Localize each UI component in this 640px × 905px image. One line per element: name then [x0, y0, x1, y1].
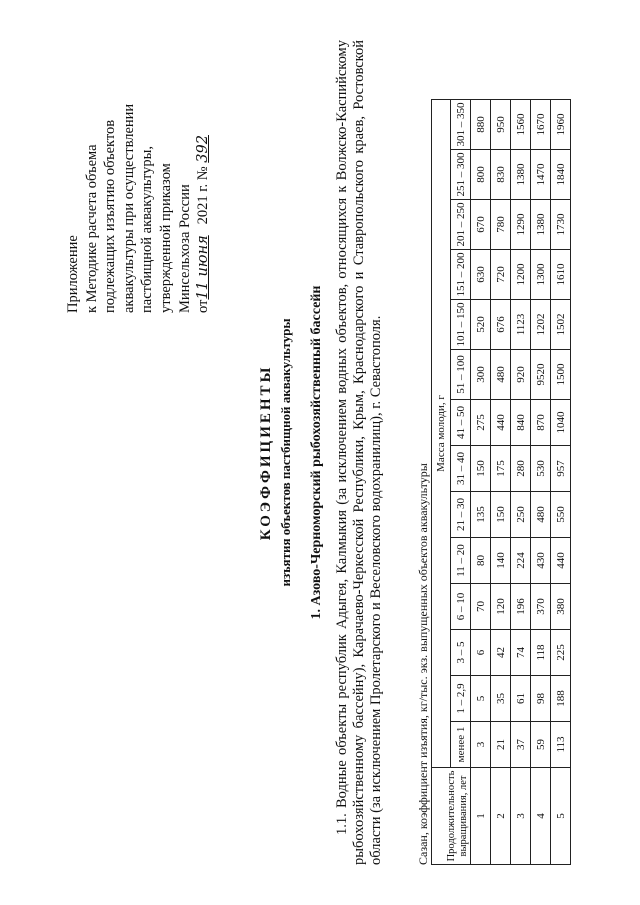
- appendix-line: к Методике расчета объема: [83, 144, 100, 313]
- table-cell: 9520: [531, 350, 551, 400]
- column-header: 41 – 50: [451, 400, 471, 446]
- table-cell: 5: [471, 676, 491, 722]
- appendix-line: Приложение: [65, 235, 81, 313]
- column-header: 201 – 250: [451, 200, 471, 250]
- table-cell: 840: [511, 400, 531, 446]
- table-cell: 1730: [551, 200, 571, 250]
- table-cell: 957: [551, 446, 571, 492]
- table-row: [511, 100, 531, 865]
- table-cell: 530: [531, 446, 551, 492]
- table-cell: 61: [511, 676, 531, 722]
- document-subtitle: изъятия объектов пастбищной аквакультуры: [278, 318, 293, 587]
- column-header-row: [451, 100, 471, 865]
- table-cell: 175: [491, 446, 511, 492]
- table-cell: 225: [551, 630, 571, 676]
- table-cell: 224: [511, 538, 531, 584]
- appendix-line: аквакультуры при осуществлении: [120, 103, 137, 313]
- column-header: 251 – 300: [451, 150, 471, 200]
- handwritten-date: 11 июня: [195, 235, 212, 300]
- table-cell: 1500: [551, 350, 571, 400]
- table-cell: 870: [531, 400, 551, 446]
- column-header: 3 – 5: [451, 630, 471, 676]
- table-cell: 300: [471, 350, 491, 400]
- document-title: КОЭФФИЦИЕНТЫ: [258, 364, 274, 541]
- column-header: 301 – 350: [451, 100, 471, 150]
- table-cell: 520: [471, 300, 491, 350]
- column-header: 1 – 2,9: [451, 676, 471, 722]
- table-cell: 1840: [551, 150, 571, 200]
- column-header: 101 – 150: [451, 300, 471, 350]
- row-label: 3: [511, 768, 531, 865]
- table-row: [531, 100, 551, 865]
- column-header: 31 – 40: [451, 446, 471, 492]
- table-cell: 676: [491, 300, 511, 350]
- appendix-line: Минсельхоза России: [176, 184, 193, 313]
- table-cell: 1380: [531, 200, 551, 250]
- table-cell: 135: [471, 492, 491, 538]
- appendix-line: утвержденной приказом: [157, 163, 174, 313]
- mass-header: Масса молоди, г: [432, 100, 451, 768]
- table-cell: 6: [471, 630, 491, 676]
- appendix-line: подлежащих изъятию объектов: [102, 119, 119, 313]
- table-cell: 188: [551, 676, 571, 722]
- table-cell: 1123: [511, 300, 531, 350]
- column-header: менее 1: [451, 722, 471, 768]
- table-cell: 98: [531, 676, 551, 722]
- table-caption: Сазан, коэффициент изъятия, кг/тыс. экз. выпущенных объектов аквакультуры: [416, 463, 430, 865]
- table-header-row: [432, 100, 451, 865]
- table-cell: 280: [511, 446, 531, 492]
- table-cell: 370: [531, 584, 551, 630]
- row-label: 2: [491, 768, 511, 865]
- table-cell: 880: [471, 100, 491, 150]
- row-label: 4: [531, 768, 551, 865]
- table-cell: 1670: [531, 100, 551, 150]
- table-cell: 380: [551, 584, 571, 630]
- table-cell: 1960: [551, 100, 571, 150]
- table-cell: 920: [511, 350, 531, 400]
- table-row: [551, 100, 571, 865]
- table-cell: 430: [531, 538, 551, 584]
- row-label: 1: [471, 768, 491, 865]
- handwritten-number: 392: [195, 135, 212, 163]
- table-cell: 113: [551, 722, 571, 768]
- table-cell: 120: [491, 584, 511, 630]
- section-heading: 1. Азово-Черноморский рыбохозяйственный бассейн: [309, 285, 324, 620]
- table-cell: 440: [551, 538, 571, 584]
- table-cell: 59: [531, 722, 551, 768]
- column-header: 11 – 20: [451, 538, 471, 584]
- table-cell: 74: [511, 630, 531, 676]
- appendix-line: пастбищной аквакультуры,: [139, 146, 156, 313]
- table-cell: 630: [471, 250, 491, 300]
- appendix-date-line: [194, 13, 213, 313]
- table-cell: 275: [471, 400, 491, 446]
- date-prefix: от: [195, 299, 212, 313]
- table-cell: 1300: [531, 250, 551, 300]
- corner-header: Продолжительность выращивания, лет: [432, 768, 471, 865]
- table-cell: 1040: [551, 400, 571, 446]
- appendix-block: [64, 13, 213, 313]
- table-cell: 35: [491, 676, 511, 722]
- table-cell: 37: [511, 722, 531, 768]
- column-header: 6 – 10: [451, 584, 471, 630]
- table-cell: 70: [471, 584, 491, 630]
- coefficients-table: [431, 99, 571, 865]
- table-row: [471, 100, 491, 865]
- table-cell: 950: [491, 100, 511, 150]
- table-cell: 118: [531, 630, 551, 676]
- table-cell: 1470: [531, 150, 551, 200]
- table-cell: 780: [491, 200, 511, 250]
- table-cell: 250: [511, 492, 531, 538]
- table-cell: 3: [471, 722, 491, 768]
- table-cell: 800: [471, 150, 491, 200]
- table-cell: 1380: [511, 150, 531, 200]
- table-cell: 1610: [551, 250, 571, 300]
- table-cell: 1502: [551, 300, 571, 350]
- table-cell: 670: [471, 200, 491, 250]
- table-cell: 480: [491, 350, 511, 400]
- table-cell: 1200: [511, 250, 531, 300]
- table-cell: 140: [491, 538, 511, 584]
- table-cell: 1560: [511, 100, 531, 150]
- column-header: 51 – 100: [451, 350, 471, 400]
- table-cell: 1290: [511, 200, 531, 250]
- table-cell: 150: [491, 492, 511, 538]
- table-cell: 550: [551, 492, 571, 538]
- table-cell: 196: [511, 584, 531, 630]
- date-suffix: 2021 г. №: [195, 166, 212, 225]
- table-cell: 830: [491, 150, 511, 200]
- table-row: [491, 100, 511, 865]
- column-header: 21 – 30: [451, 492, 471, 538]
- table-cell: 1202: [531, 300, 551, 350]
- section-paragraph: 1.1. Водные объекты республик Адыгея, Калмыкия (за исключением водных объектов, относящихся к Волжско-Каспийскому рыбохозяйственному бассейну), Карачаево-Черкесской Республики, Крым, Краснодарского и Ставропольского краев, Ростовской области (за исключением Пролетарского и Веселовского водохранилищ), г. Севастополя.: [334, 40, 384, 865]
- table-cell: 480: [531, 492, 551, 538]
- column-header: 151 – 200: [451, 250, 471, 300]
- table-cell: 80: [471, 538, 491, 584]
- table-cell: 720: [491, 250, 511, 300]
- table-cell: 440: [491, 400, 511, 446]
- row-label: 5: [551, 768, 571, 865]
- table-cell: 42: [491, 630, 511, 676]
- table-cell: 21: [491, 722, 511, 768]
- table-cell: 150: [471, 446, 491, 492]
